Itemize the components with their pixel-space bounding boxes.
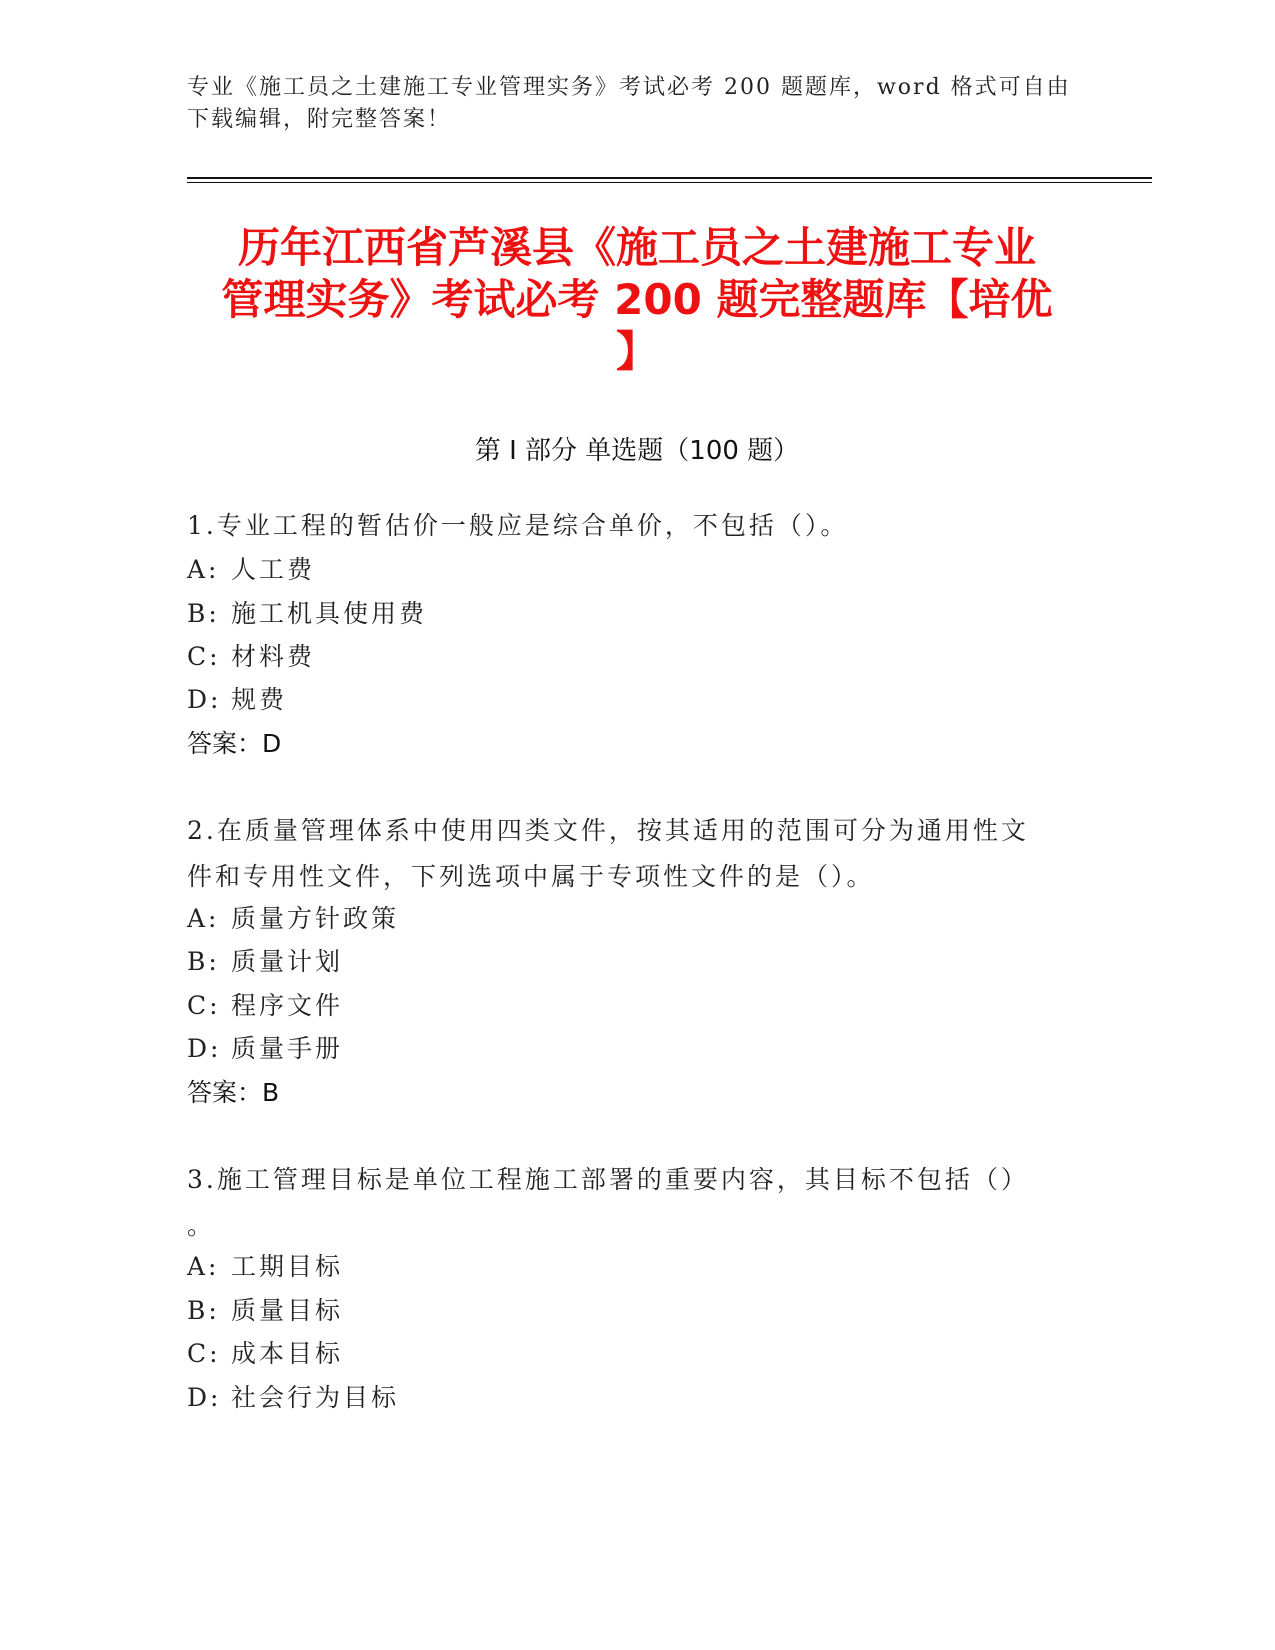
option-text: 质量目标 (231, 1296, 344, 1325)
answer-line: 答案：B (187, 1078, 280, 1107)
option-item (187, 677, 287, 723)
question-text-line: 。 (187, 1211, 216, 1240)
document-title-line: 】 (615, 327, 658, 376)
option-text: 质量手册 (231, 1034, 344, 1063)
answer-line: 答案：D (187, 729, 282, 758)
option-label: A: (187, 904, 220, 933)
option-text: 成本目标 (231, 1339, 344, 1368)
option-label: A: (187, 555, 220, 584)
section-title: 第 I 部分 单选题（100 题） (474, 436, 800, 466)
option-label: D: (187, 1383, 222, 1412)
option-item (187, 983, 343, 1029)
option-label: A: (187, 1252, 220, 1281)
header-rule-thin (187, 182, 1152, 183)
option-item (187, 1026, 343, 1072)
option-label: C: (187, 642, 221, 671)
document-title-line: 历年江西省芦溪县《施工员之土建施工专业 (237, 223, 1036, 272)
option-item (187, 1375, 399, 1421)
question-text (187, 1157, 1029, 1249)
option-label: D: (187, 685, 222, 714)
option-item (187, 634, 315, 680)
option-text: 工期目标 (231, 1252, 344, 1281)
option-text: 材料费 (231, 642, 316, 671)
question-text-line: 1.专业工程的暂估价一般应是综合单价，不包括（）。 (187, 511, 849, 540)
option-text: 规费 (231, 685, 288, 714)
option-text: 社会行为目标 (231, 1383, 400, 1412)
option-label: C: (187, 991, 221, 1020)
option-text: 程序文件 (231, 991, 344, 1020)
option-item (187, 1244, 343, 1290)
header-rule-thick (187, 177, 1152, 179)
header-note (187, 72, 1071, 136)
option-label: B: (187, 1296, 220, 1325)
option-item (187, 939, 343, 985)
document-title (187, 222, 1087, 378)
question-text-line: 3.施工管理目标是单位工程施工部署的重要内容，其目标不包括（） (187, 1165, 1029, 1194)
option-item (187, 591, 427, 637)
document-title-line: 管理实务》考试必考 200 题完整题库【培优 (221, 275, 1053, 324)
option-item (187, 1288, 343, 1334)
option-label: B: (187, 599, 220, 628)
option-label: B: (187, 947, 220, 976)
question-text-line: 件和专用性文件，下列选项中属于专项性文件的是（）。 (187, 862, 875, 891)
header-note-line: 下载编辑，附完整答案！ (187, 107, 452, 132)
question-text (187, 808, 1029, 900)
option-label: C: (187, 1339, 221, 1368)
option-text: 质量方针政策 (231, 904, 400, 933)
option-text: 质量计划 (231, 947, 344, 976)
question-text (187, 503, 848, 549)
option-text: 人工费 (231, 555, 316, 584)
option-item (187, 896, 399, 942)
option-item (187, 547, 315, 593)
question-text-line: 2.在质量管理体系中使用四类文件，按其适用的范围可分为通用性文 (187, 816, 1029, 845)
option-item (187, 1331, 343, 1377)
header-note-line: 专业《施工员之土建施工专业管理实务》考试必考 200 题题库，word 格式可自由 (187, 75, 1071, 100)
option-label: D: (187, 1034, 222, 1063)
option-text: 施工机具使用费 (231, 599, 428, 628)
